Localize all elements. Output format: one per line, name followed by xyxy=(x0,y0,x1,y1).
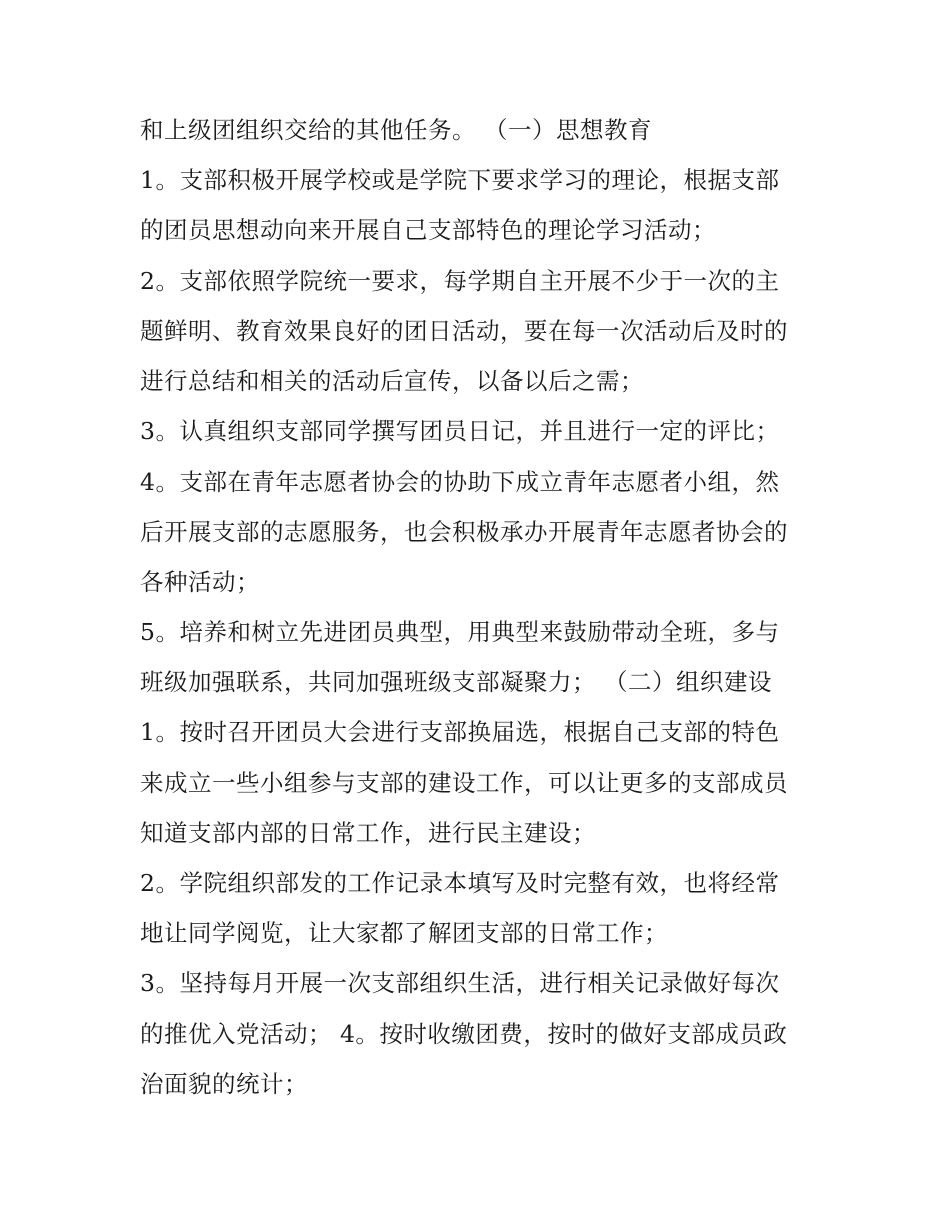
text-line: 班级加强联系，共同加强班级支部凝聚力； （二）组织建设 xyxy=(140,668,772,696)
text-line: 治面貌的统计； xyxy=(140,1070,308,1098)
text-line: 知道支部内部的日常工作，进行民主建设； xyxy=(140,819,596,847)
text-line: 的团员思想动向来开展自己支部特色的理论学习活动； xyxy=(140,216,716,244)
text-line: 5。培养和树立先进团员典型，用典型来鼓励带动全班，多与 xyxy=(140,618,780,646)
text-line: 1。支部积极开展学校或是学院下要求学习的理论，根据支部 xyxy=(140,166,780,194)
text-line: 地让同学阅览，让大家都了解团支部的日常工作； xyxy=(140,919,668,947)
text-line: 进行总结和相关的活动后宣传，以备以后之需； xyxy=(140,367,644,395)
text-line: 3。坚持每月开展一次支部组织生活，进行相关记录做好每次 xyxy=(140,969,780,997)
text-line: 2。学院组织部发的工作记录本填写及时完整有效，也将经常 xyxy=(140,869,780,897)
text-line: 的推优入党活动； 4。按时收缴团费，按时的做好支部成员政 xyxy=(140,1020,788,1048)
text-line: 4。支部在青年志愿者协会的协助下成立青年志愿者小组，然 xyxy=(140,468,780,496)
text-line: 3。认真组织支部同学撰写团员日记，并且进行一定的评比； xyxy=(140,417,780,445)
text-line: 1。按时召开团员大会进行支部换届选，根据自己支部的特色 xyxy=(140,718,780,746)
text-line: 2。支部依照学院统一要求，每学期自主开展不少于一次的主 xyxy=(140,267,780,295)
text-line: 来成立一些小组参与支部的建设工作，可以让更多的支部成员 xyxy=(140,769,788,797)
text-line: 题鲜明、教育效果良好的团日活动，要在每一次活动后及时的 xyxy=(140,317,788,345)
text-line: 和上级团组织交给的其他任务。 （一）思想教育 xyxy=(140,116,652,144)
text-line: 后开展支部的志愿服务，也会积极承办开展青年志愿者协会的 xyxy=(140,518,788,546)
text-line: 各种活动； xyxy=(140,568,260,596)
